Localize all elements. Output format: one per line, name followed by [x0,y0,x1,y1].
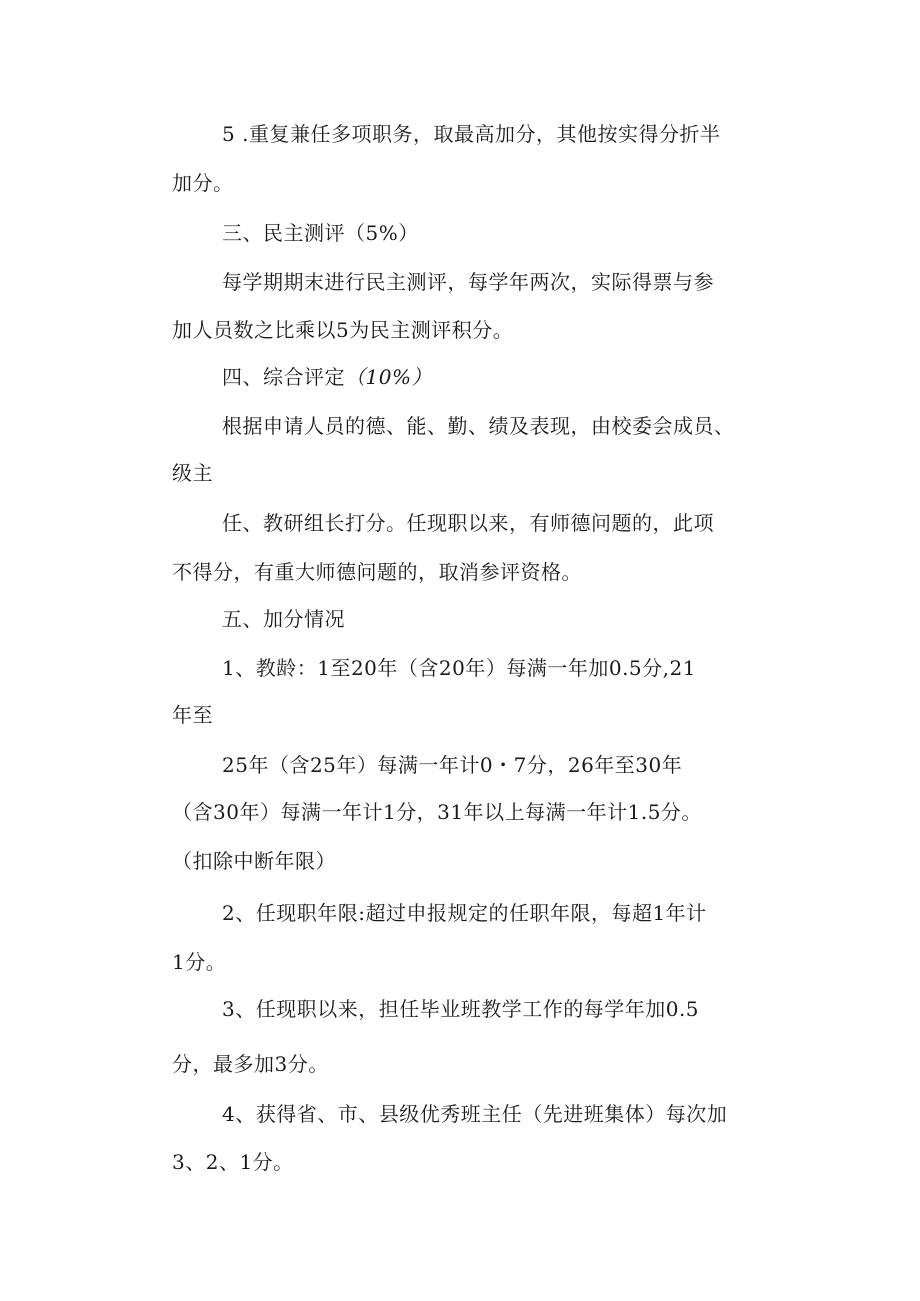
text-line: 2、任现职年限:超过申报规定的任职年限，每超1年计 [222,901,707,925]
text-line: 3、2、1分。 [172,1150,294,1174]
section-heading: 五、加分情况 [222,607,345,631]
section-weight: （10%） [345,365,432,389]
text-line: 不得分，有重大师德问题的，取消参评资格。 [172,560,582,584]
text-line: 4、获得省、市、县级优秀班主任（先进班集体）每次加 [222,1102,728,1126]
text-line: 加分。 [172,171,234,195]
text-line: 25年（含25年）每满一年计0・7分，26年至30年 [222,753,683,777]
text-line: 分，最多加3分。 [172,1052,329,1076]
text-line: 5 .重复兼任多项职务，取最高加分，其他按实得分折半 [222,122,721,146]
text-line: 1、教龄：1至20年（含20年）每满一年加0.5分,21 [222,656,696,680]
section-heading [222,365,432,389]
text-line: 根据申请人员的德、能、勤、绩及表现，由校委会成员、 [222,414,735,438]
text-line: 每学期期末进行民主测评，每学年两次，实际得票与参 [222,270,714,294]
text-line: 年至 [172,703,213,727]
text-line: 加人员数之比乘以5为民主测评积分。 [172,318,514,342]
text-line: （扣除中断年限） [172,849,336,873]
text-line: 任、教研组长打分。任现职以来，有师德问题的，此项 [222,511,714,535]
text-line: 3、任现职以来，担任毕业班教学工作的每学年加0.5 [222,997,700,1021]
text-line: 级主 [172,461,213,485]
text-line: （含30年）每满一年计1分，31年以上每满一年计1.5分。 [172,800,702,824]
section-heading-text: 四、综合评定 [222,365,345,389]
section-heading: 三、民主测评（5%） [222,221,419,245]
text-line: 1分。 [172,950,227,974]
